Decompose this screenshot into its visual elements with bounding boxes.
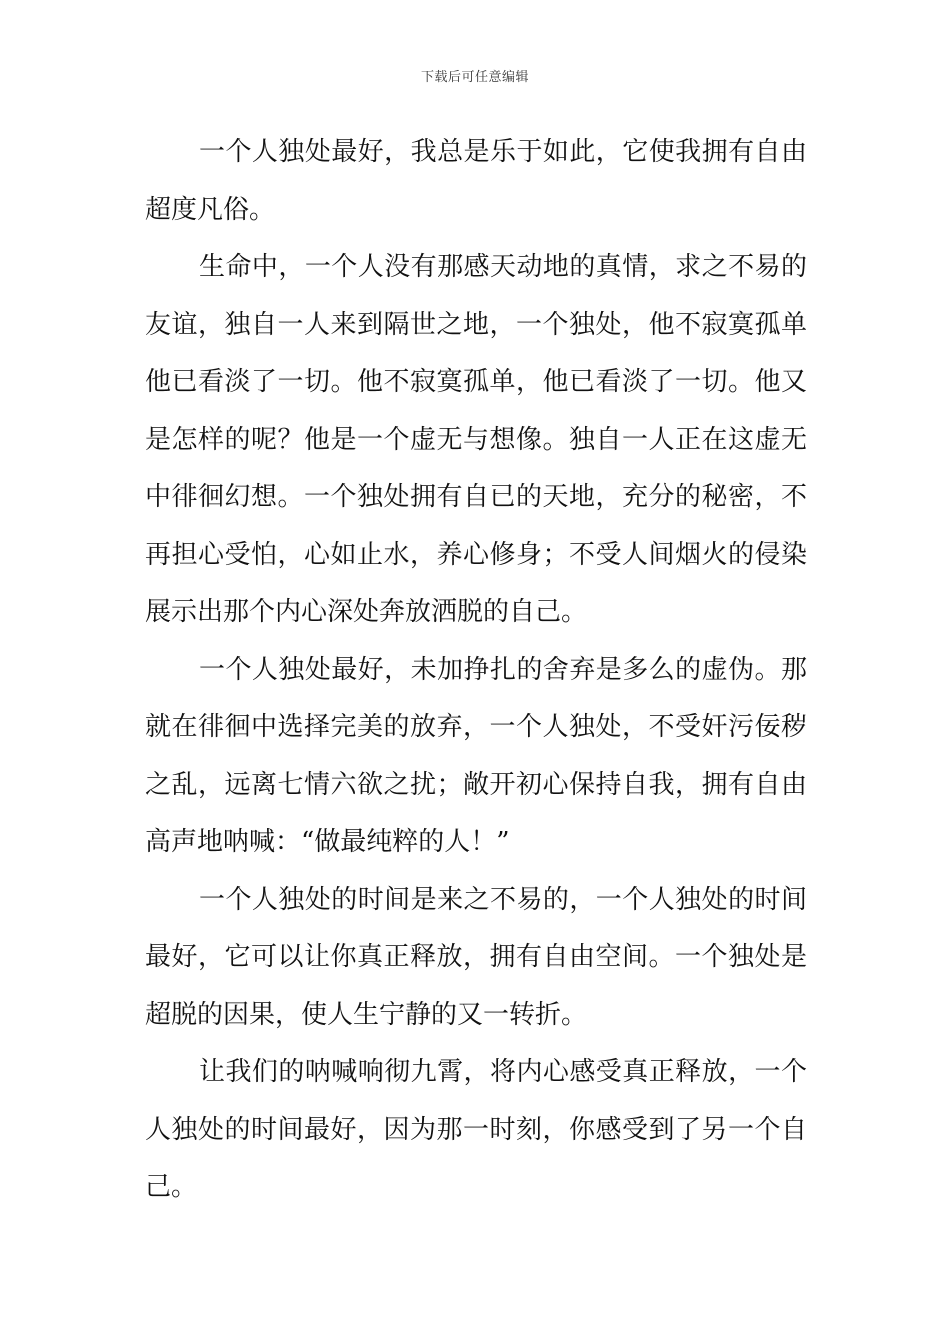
page-header: 下载后可任意编辑 <box>420 70 529 85</box>
paragraph-5: 让我们的呐喊响彻九霄，将内心感受真正释放，一个人独处的时间最好，因为那一时刻，你感受到了另一个自己。 <box>145 1057 807 1202</box>
paragraph-4: 一个人独处的时间是来之不易的，一个人独处的时间最好，它可以让你真正释放，拥有自由空间。一个独处是超脱的因果，使人生宁静的又一转折。 <box>145 884 807 1030</box>
document-body <box>145 124 807 1217</box>
paragraph-3: 一个人独处最好，未加挣扎的舍弃是多么的虚伪。那就在徘徊中选择完美的放弃，一个人独处，不受奸污佞秽之乱，远离七情六欲之扰；敞开初心保持自我，拥有自由高声地呐喊：“做最纯粹的人！” <box>145 654 807 857</box>
paragraph-2: 生命中，一个人没有那感天动地的真情，求之不易的友谊，独自一人来到隔世之地，一个独处，他不寂寞孤单他已看淡了一切。他不寂寞孤单，他已看淡了一切。他又是怎样的呢？他是一个虚无与想像。独自一人正在这虚无中徘徊幻想。一个独处拥有自已的天地，充分的秘密，不再担心受怕，心如止水，养心修身；不受人间烟火的侵染展示出那个内心深处奔放洒脱的自己。 <box>145 252 807 627</box>
paragraph-1: 一个人独处最好，我总是乐于如此，它使我拥有自由超度凡俗。 <box>145 137 807 225</box>
